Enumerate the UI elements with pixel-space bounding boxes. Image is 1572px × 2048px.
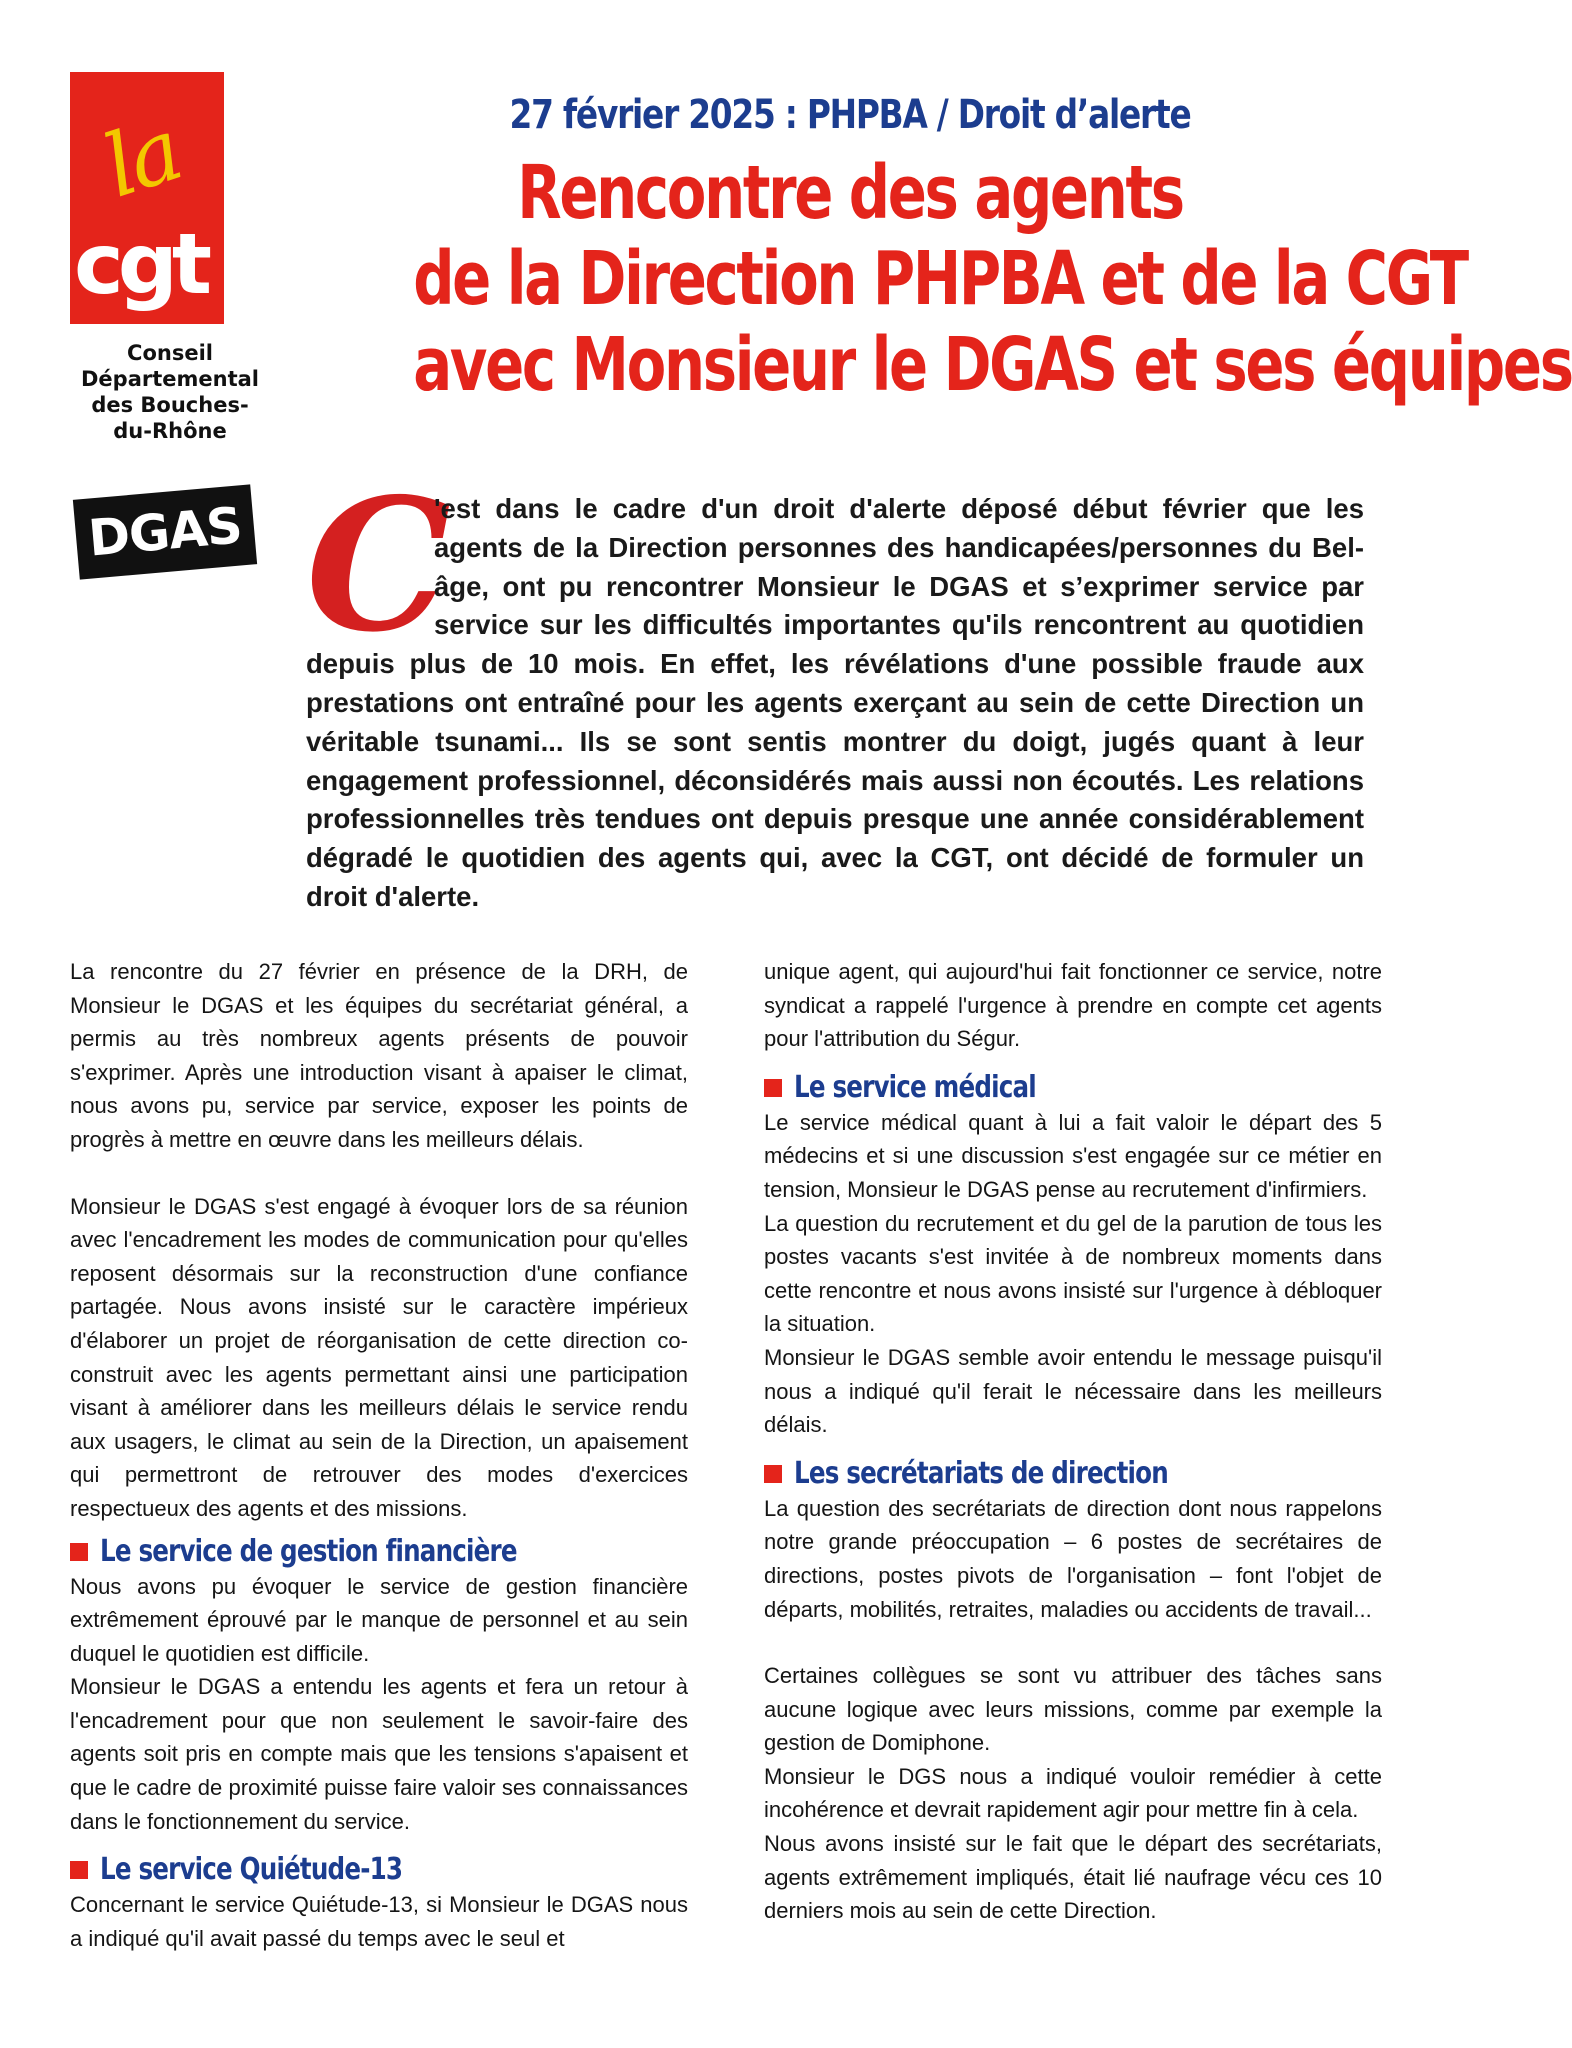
section-heading-text: Le service Quiétude-13 xyxy=(100,1852,403,1888)
section-heading-financial xyxy=(70,1534,688,1570)
dgas-badge: DGAS xyxy=(73,484,257,579)
paragraph: La rencontre du 27 février en présence de la DRH, de Monsieur le DGAS et les équipes du secrétariat général, a permis au très nombreux agents présents de pouvoir s'exprimer. Après une introduction visant à apaiser le climat, nous avons pu, service par service, exposer les points de progrès à mettre en œuvre dans les meilleurs délais. xyxy=(70,959,688,1152)
red-square-bullet-icon xyxy=(70,1861,88,1879)
paragraph: Monsieur le DGAS semble avoir entendu le message puisqu'il nous a indiqué qu'il ferait le nécessaire dans les meilleurs délais. xyxy=(764,1344,1382,1438)
council-name xyxy=(70,340,270,444)
section-heading-text: Le service de gestion financière xyxy=(100,1533,517,1569)
paragraph: Le service médical quant à lui a fait valoir le départ des 5 médecins et si une discussion s'est engagée sur ce métier en tension, Monsieur le DGAS pense au recrutement d'infirmiers. xyxy=(764,1109,1382,1202)
logo-cgt-text: cgt xyxy=(74,215,207,313)
intro-text: 'est dans le cadre d'un droit d'alerte déposé début février que les agents de la Direction personnes des handicapées/personnes du Bel-âge, ont pu rencontrer Monsieur le DGAS et s’exprimer service par service sur les difficultés importantes qu'ils rencontrent au quotidien depuis plus de 10 mois. En effet, les révélations d'une possible fraude aux prestations ont entraîné pour les agents exerçant au sein de cette Direction un véritable tsunami... Ils se sont sentis montrer du doigt, jugés quant à leur engagement professionnel, déconsidérés mais aussi non écoutés. Les relations professionnelles très tendues ont depuis presque une année considérablement dégradé le quotidien des agents qui, avec la CGT, ont décidé de formuler un droit d'alerte. xyxy=(306,493,1364,912)
intro-paragraph xyxy=(306,458,1364,917)
red-square-bullet-icon xyxy=(70,1543,88,1561)
page-title xyxy=(290,150,1572,408)
council-line: du-Rhône xyxy=(113,419,227,443)
section-heading-quietude xyxy=(70,1852,688,1888)
section-heading-text: Le service médical xyxy=(794,1069,1036,1105)
red-square-bullet-icon xyxy=(764,1465,782,1483)
paragraph: La question du recrutement et du gel de la parution de tous les postes vacants s'est invitée à de nombreux moments dans cette rencontre et nous avons insisté sur l'urgence à débloquer la situation. xyxy=(764,1210,1382,1337)
section-heading-text: Les secrétariats de direction xyxy=(794,1455,1168,1491)
red-square-bullet-icon xyxy=(764,1079,782,1097)
logo-la-text: la xyxy=(92,100,191,218)
left-column xyxy=(70,955,688,1955)
header-date-line: 27 février 2025 : PHPBA / Droit d’alerte xyxy=(509,92,1191,138)
paragraph: Nous avons pu évoquer le service de gestion financière extrêmement éprouvé par le manque de personnel et au sein duquel le quotidien est difficile. xyxy=(70,1573,688,1666)
dropcap-letter: C xyxy=(306,458,451,672)
paragraph: La question des secrétariats de direction dont nous rappelons notre grande préoccupation – 6 postes de secrétaires de directions, postes pivots de l'organisation – font l'objet de départs, mobilités, retraites, maladies ou accidents de travail... xyxy=(764,1495,1382,1622)
headline-line: Rencontre des agents xyxy=(517,150,1183,236)
council-line: Départemental xyxy=(81,367,259,391)
paragraph: Monsieur le DGAS s'est engagé à évoquer lors de sa réunion avec l'encadrement les modes de communication pour qu'elles reposent désormais sur la reconstruction d'une confiance partagée. Nous avons insisté sur le caractère impérieux d'élaborer un projet de réorganisation de cette direction co-construit avec les agents permettant ainsi une participation visant à améliorer dans les meilleurs délais le service rendu aux usagers, le climat au sein de la Direction, un apaisement qui permettront de retrouver des modes d'exercices respectueux des agents et des missions. xyxy=(70,1193,688,1521)
council-line: des Bouches- xyxy=(91,393,249,417)
headline-line: de la Direction PHPBA et de la CGT xyxy=(413,236,1467,322)
headline-line: avec Monsieur le DGAS et ses équipes xyxy=(413,322,1572,408)
paragraph: Nous avons insisté sur le fait que le départ des secrétariats, agents extrêmement impliqués, était lié naufrage vécu ces 10 derniers mois au sein de cette Direction. xyxy=(764,1831,1382,1924)
section-heading-secretariats xyxy=(764,1456,1382,1492)
paragraph: Certaines collègues se sont vu attribuer des tâches sans aucune logique avec leurs missions, comme par exemple la gestion de Domiphone. xyxy=(764,1663,1382,1756)
paragraph: Monsieur le DGAS a entendu les agents et fera un retour à l'encadrement pour que non seulement le savoir-faire des agents soit pris en compte mais que les tensions s'apaisent et que le cadre de proximité puisse faire valoir ses connaissances dans le fonctionnement du service. xyxy=(70,1674,688,1834)
council-line: Conseil xyxy=(127,341,213,365)
paragraph: Concernant le service Quiétude-13, si Monsieur le DGAS nous a indiqué qu'il avait passé du temps avec le seul et xyxy=(70,1892,688,1951)
cgt-logo xyxy=(70,72,224,324)
right-column xyxy=(764,955,1382,1928)
paragraph: Monsieur le DGS nous a indiqué vouloir remédier à cette incohérence et devrait rapidement agir pour mettre fin à cela. xyxy=(764,1763,1382,1823)
paragraph: unique agent, qui aujourd'hui fait fonctionner ce service, notre syndicat a rappelé l'urgence à prendre en compte cet agents pour l'attribution du Ségur. xyxy=(764,959,1382,1052)
section-heading-medical xyxy=(764,1070,1382,1106)
